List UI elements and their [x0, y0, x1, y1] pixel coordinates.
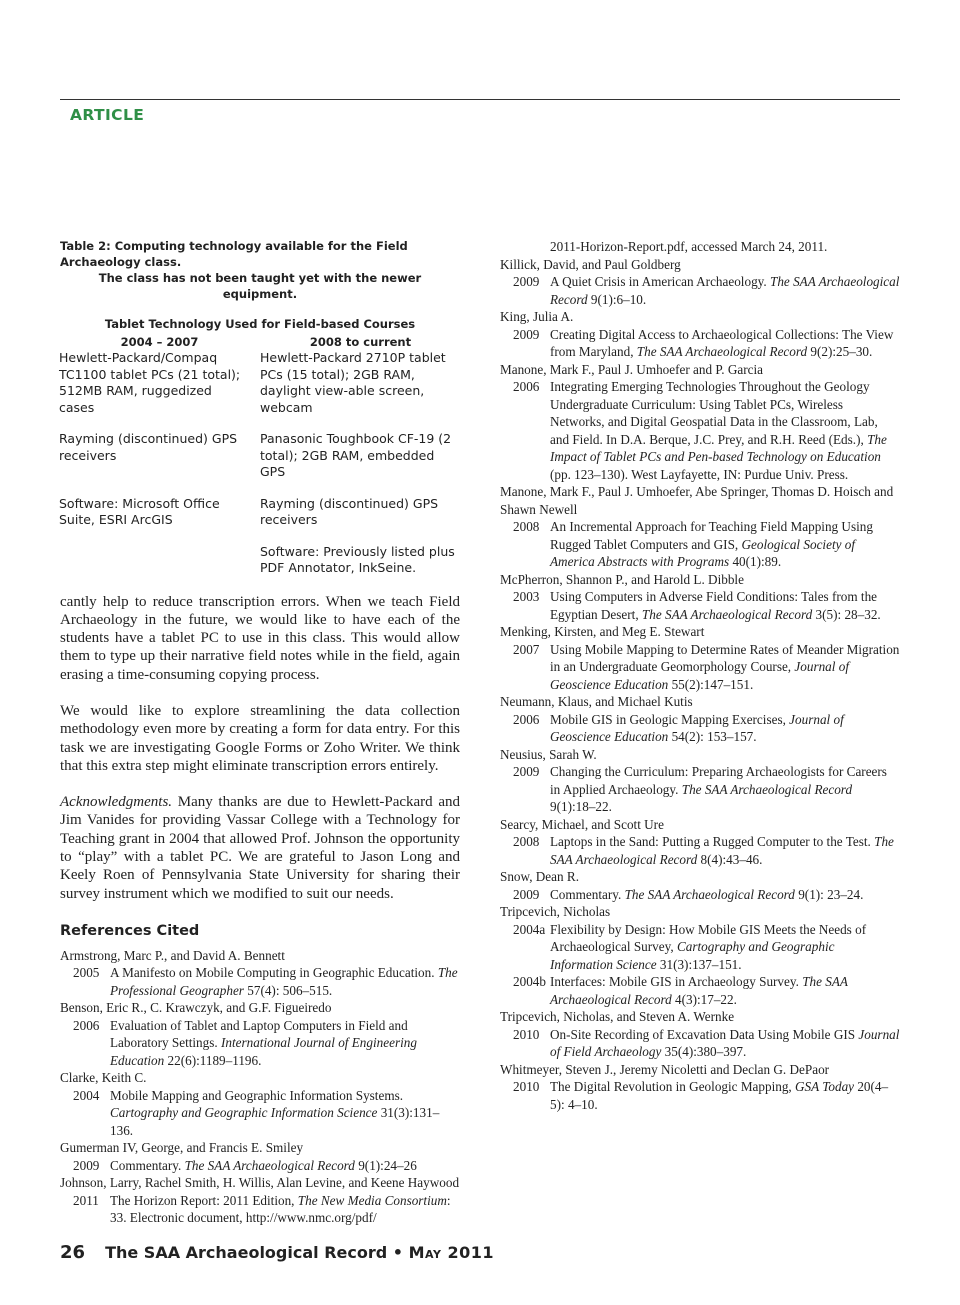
reference-continuation: 2011-Horizon-Report.pdf, accessed March 24, 2011.	[550, 239, 828, 254]
reference-source: Cartography and Geographic Information Science	[110, 1105, 378, 1121]
reference-title: On-Site Recording of Excavation Data Using Mobile GIS	[550, 1026, 856, 1042]
reference-source: Journal of Field Archaeology	[550, 1026, 900, 1059]
reference-source: Journal of Geoscience Education	[550, 711, 844, 744]
reference-source: Journal of Geoscience Education	[550, 659, 849, 692]
reference-source: The SAA Archaeological Record	[550, 834, 894, 867]
table-row	[59, 544, 461, 577]
reference-author: King, Julia A.	[500, 309, 574, 324]
reference-author: Snow, Dean R.	[500, 869, 579, 884]
reference-title: A Quiet Crisis in American Archaeology.	[550, 274, 767, 289]
left-column	[60, 238, 460, 1227]
reference-author: Tripcevich, Nicholas	[500, 904, 611, 919]
reference-year: 2004	[73, 1087, 100, 1103]
section-tag: ARTICLE	[70, 106, 145, 124]
reference-entry	[500, 746, 900, 816]
reference-author: Armstrong, Marc P., and David A. Bennett	[60, 947, 285, 963]
reference-year: 2004a	[513, 921, 546, 937]
table-heading: Tablet Technology Used for Field-based Courses	[104, 317, 416, 331]
reference-source: GSA Today	[795, 1079, 855, 1094]
reference-volume: (pp. 123–130). West Layfayette, IN: Purdue Univ. Press.	[550, 466, 849, 482]
reference-author: Clarke, Keith C.	[60, 1070, 147, 1086]
reference-entry	[60, 1069, 460, 1139]
reference-source: The SAA Archaeological Record	[624, 886, 795, 902]
table-caption	[60, 238, 460, 302]
body-paragraph: cantly help to reduce transcription errors. When we teach Field Archaeology in the future, we would like to have each of the students have a tablet PC to use in this class. This would allow them to type up their narrative field notes while in the field, again erasing a time-consuming copying process.	[60, 593, 460, 683]
reference-title: Commentary.	[110, 1157, 182, 1173]
table-row	[59, 350, 461, 431]
reference-title: Evaluation of Tablet and Laptop Computers in Field and Laboratory Settings.	[110, 1017, 408, 1051]
table-col-header: 2004 – 2007	[120, 335, 199, 349]
reference-entry	[500, 623, 900, 693]
reference-year: 2009	[513, 274, 540, 289]
reference-year: 2008	[513, 519, 540, 534]
reference-citation	[550, 711, 900, 746]
right-column	[500, 238, 900, 1113]
reference-year: 2007	[513, 641, 540, 657]
reference-author: Johnson, Larry, Rachel Smith, H. Willis, Alan Levine, and Keene Haywood	[60, 1175, 460, 1191]
acknowledgments-lead: Acknowledgments.	[60, 794, 173, 811]
reference-year: 2006	[513, 379, 540, 394]
reference-source: The SAA Archaeological Record	[641, 606, 813, 622]
reference-year: 2011	[73, 1192, 99, 1208]
reference-volume: 22(6):1189–1196.	[164, 1052, 262, 1068]
reference-entry	[500, 903, 900, 973]
reference-volume: 40(1):89.	[729, 554, 782, 569]
reference-volume: 20(4–5): 4–10.	[550, 1079, 889, 1112]
reference-year: 2009	[513, 886, 540, 902]
references-list-left	[60, 947, 460, 1227]
reference-year: 2009	[73, 1157, 100, 1173]
reference-volume: 55(2):147–151.	[668, 676, 754, 692]
page-number: 26	[60, 1242, 86, 1263]
table-caption-line2: The class has not been taught yet with the newer equipment.	[98, 271, 422, 301]
reference-entry	[500, 868, 900, 903]
reference-title: The Digital Revolution in Geologic Mapping,	[550, 1079, 792, 1094]
reference-entry	[500, 571, 900, 624]
reference-source: The SAA Archaeological Record	[550, 974, 848, 1007]
article-body	[60, 593, 460, 903]
reference-entry	[60, 1174, 460, 1227]
reference-source: The New Media Consortium	[297, 1192, 447, 1208]
reference-source: The SAA Archaeological Record	[184, 1157, 355, 1173]
reference-author: Benson, Eric R., C. Krawczyk, and G.F. Figueiredo	[60, 1000, 332, 1016]
references-list-right	[500, 256, 900, 1114]
reference-author: Whitmeyer, Steven J., Jeremy Nicoletti and Declan G. DePaor	[500, 1061, 830, 1077]
reference-volume: 9(1):24–26	[354, 1157, 417, 1173]
reference-title: Changing the Curriculum: Preparing Archaeologists for Careers in Applied Archaeology.	[550, 764, 887, 797]
reference-source: The SAA Archaeological Record	[681, 781, 853, 797]
table-cell: Software: Previously listed plus PDF Annotator, InkSeine.	[260, 543, 455, 575]
reference-source: International Journal of Engineering Education	[110, 1035, 417, 1068]
reference-citation	[550, 763, 900, 816]
reference-citation	[110, 1192, 460, 1227]
reference-year: 2006	[513, 711, 540, 727]
reference-entry	[500, 1061, 900, 1114]
reference-volume: 9(1): 23–24.	[794, 886, 864, 902]
reference-author: Killick, David, and Paul Goldberg	[500, 256, 681, 272]
reference-citation	[110, 1087, 460, 1140]
acknowledgments-paragraph	[60, 793, 460, 903]
reference-title: Using Computers in Adverse Field Conditions: Tales from the Egyptian Desert,	[550, 589, 878, 622]
reference-citation	[550, 1026, 900, 1061]
reference-source: Geological Society of America Abstracts with Programs	[550, 536, 856, 569]
references-heading: References Cited	[60, 922, 200, 939]
page-footer	[60, 1242, 494, 1263]
reference-citation	[550, 886, 900, 904]
reference-volume: 9(1):6–10.	[587, 291, 647, 307]
reference-author: Menking, Kirsten, and Meg E. Stewart	[500, 624, 705, 639]
reference-year: 2003	[513, 589, 540, 604]
table-cell: Hewlett-Packard/Compaq TC1100 tablet PCs (21 total); 512MB RAM, ruggedized cases	[59, 350, 241, 415]
reference-volume: 3(5): 28–32.	[812, 606, 881, 622]
table-row	[59, 431, 461, 496]
reference-author: Neumann, Klaus, and Michael Kutis	[500, 694, 693, 709]
reference-volume: 4(3):17–22.	[671, 991, 737, 1007]
reference-title: Laptops in the Sand: Putting a Rugged Computer to the Test.	[550, 834, 871, 849]
reference-source: The Professional Geographer	[110, 965, 458, 998]
reference-volume: 57(4): 506–515.	[243, 982, 333, 998]
reference-volume: 8(4):43–46.	[697, 851, 763, 867]
reference-year: 2004b	[513, 974, 546, 989]
reference-volume: 35(4):380–397.	[661, 1044, 747, 1059]
reference-volume: 31(3):137–151.	[656, 956, 742, 972]
technology-table	[59, 333, 461, 577]
journal-name: The SAA Archaeological Record	[105, 1243, 388, 1262]
reference-citation	[550, 1078, 900, 1113]
table-cell: Software: Microsoft Office Suite, ESRI ArcGIS	[59, 495, 220, 527]
reference-volume: : 33. Electronic document, http://www.nmc.org/pdf/	[110, 1192, 451, 1226]
reference-citation	[550, 641, 900, 694]
reference-volume: 9(2):25–30.	[807, 344, 873, 359]
issue-date: May 2011	[408, 1243, 495, 1262]
reference-author: McPherron, Shannon P., and Harold L. Dibble	[500, 571, 744, 587]
reference-citation	[550, 588, 900, 623]
table-cell: Panasonic Toughbook CF-19 (2 total); 2GB RAM, embedded GPS	[260, 431, 452, 479]
reference-citation	[550, 326, 900, 361]
reference-source: The SAA Archaeological Record	[636, 344, 808, 359]
reference-title: Mobile GIS in Geologic Mapping Exercises,	[550, 711, 786, 727]
reference-source: Cartography and Geographic Information Science	[550, 939, 835, 972]
reference-source: The Impact of Tablet PCs and Pen-based Technology on Education	[550, 431, 887, 464]
reference-citation	[550, 518, 900, 571]
reference-title: The Horizon Report: 2011 Edition,	[110, 1192, 295, 1208]
table-cell: Hewlett-Packard 2710P tablet PCs (15 total); 2GB RAM, daylight view-able screen, webcam	[260, 350, 446, 415]
reference-title: Creating Digital Access to Archaeological Collections: The View from Maryland,	[550, 326, 894, 359]
reference-title: A Manifesto on Mobile Computing in Geographic Education.	[110, 965, 435, 981]
reference-citation	[110, 1017, 460, 1070]
reference-title: Flexibility by Design: How Mobile GIS Meets the Needs of Archaeological Survey,	[550, 921, 867, 954]
reference-citation	[110, 964, 460, 999]
reference-year: 2006	[73, 1017, 100, 1033]
reference-entry	[500, 1008, 900, 1061]
reference-title: Using Mobile Mapping to Determine Rates of Meander Migration in an Undergraduate Geomorphology Course,	[550, 641, 900, 674]
body-paragraph: We would like to explore streamlining the data collection methodology even more by creating a form for data entry. For this task we are investigating Google Forms or Zoho Writer. We think that this extra step might eliminate transcription errors entirely.	[60, 702, 460, 774]
table-cell: Rayming (discontinued) GPS receivers	[59, 431, 238, 463]
reference-author: Tripcevich, Nicholas, and Steven A. Wernke	[500, 1009, 735, 1024]
reference-title: Integrating Emerging Technologies Throughout the Geology Undergraduate Curriculum: Using Tablet PCs, Wireless Networks, and Digital Geospatial Data in the Classroom, Lab, and Field. In D.A. Berque, J.C. Prey, and R.H. Reed (Eds.),	[550, 379, 878, 447]
reference-citation	[110, 1157, 460, 1175]
table-caption-line1: Table 2: Computing technology available for the Field Archaeology class.	[60, 239, 408, 269]
table-row	[59, 496, 461, 544]
reference-volume: 31(3):131–136.	[110, 1105, 440, 1138]
reference-author: Gumerman IV, George, and Francis E. Smiley	[60, 1140, 304, 1156]
reference-year: 2009	[513, 326, 540, 342]
reference-citation	[550, 378, 900, 483]
reference-entry	[60, 999, 460, 1069]
acknowledgments-text: Many thanks are due to Hewlett-Packard and Jim Vanides for providing Vassar College with a Technology for Teaching grant in 2004 that allowed Prof. Johnson the opportunity to “play” with a tablet PC. We are grateful to Jason Long and Keely Roen of Pennsylvania State University for sharing their survey instrument which we modified to suit our needs.	[60, 794, 460, 902]
reference-volume: 54(2): 153–157.	[668, 729, 757, 744]
reference-entry	[500, 693, 900, 746]
reference-citation	[550, 921, 900, 974]
reference-entry	[500, 973, 900, 1008]
reference-title: Mobile Mapping and Geographic Information Systems.	[110, 1087, 404, 1103]
reference-entry	[60, 947, 460, 1000]
reference-year: 2008	[513, 834, 540, 849]
reference-source: The SAA Archaeological Record	[550, 274, 900, 307]
reference-entry	[500, 256, 900, 309]
reference-title: An Incremental Approach for Teaching Field Mapping Using Rugged Tablet Computers and GIS,	[550, 519, 873, 552]
reference-citation	[550, 273, 900, 308]
reference-entry	[60, 1139, 460, 1174]
reference-year: 2010	[513, 1026, 540, 1042]
reference-entry	[500, 483, 900, 571]
reference-author: Manone, Mark F., Paul J. Umhoefer and P. Garcia	[500, 361, 764, 377]
table-cell	[59, 544, 260, 577]
reference-entry	[500, 361, 900, 484]
reference-entry	[500, 308, 900, 361]
reference-year: 2005	[73, 965, 100, 981]
reference-title: Interfaces: Mobile GIS in Archaeology Survey.	[550, 974, 799, 989]
footer-bullet: •	[387, 1243, 409, 1262]
reference-year: 2009	[513, 764, 540, 779]
reference-citation	[550, 833, 900, 868]
reference-volume: 9(1):18–22.	[550, 799, 612, 814]
reference-title: Commentary.	[550, 886, 622, 902]
reference-entry	[500, 816, 900, 869]
header-rule	[60, 99, 900, 100]
table-cell: Rayming (discontinued) GPS receivers	[260, 495, 439, 527]
reference-citation	[550, 973, 900, 1008]
reference-author: Manone, Mark F., Paul J. Umhoefer, Abe Springer, Thomas D. Hoisch and Shawn Newell	[500, 484, 894, 517]
reference-author: Neusius, Sarah W.	[500, 746, 597, 762]
table-col-header: 2008 to current	[309, 335, 412, 349]
reference-year: 2010	[513, 1079, 540, 1094]
reference-author: Searcy, Michael, and Scott Ure	[500, 816, 664, 832]
